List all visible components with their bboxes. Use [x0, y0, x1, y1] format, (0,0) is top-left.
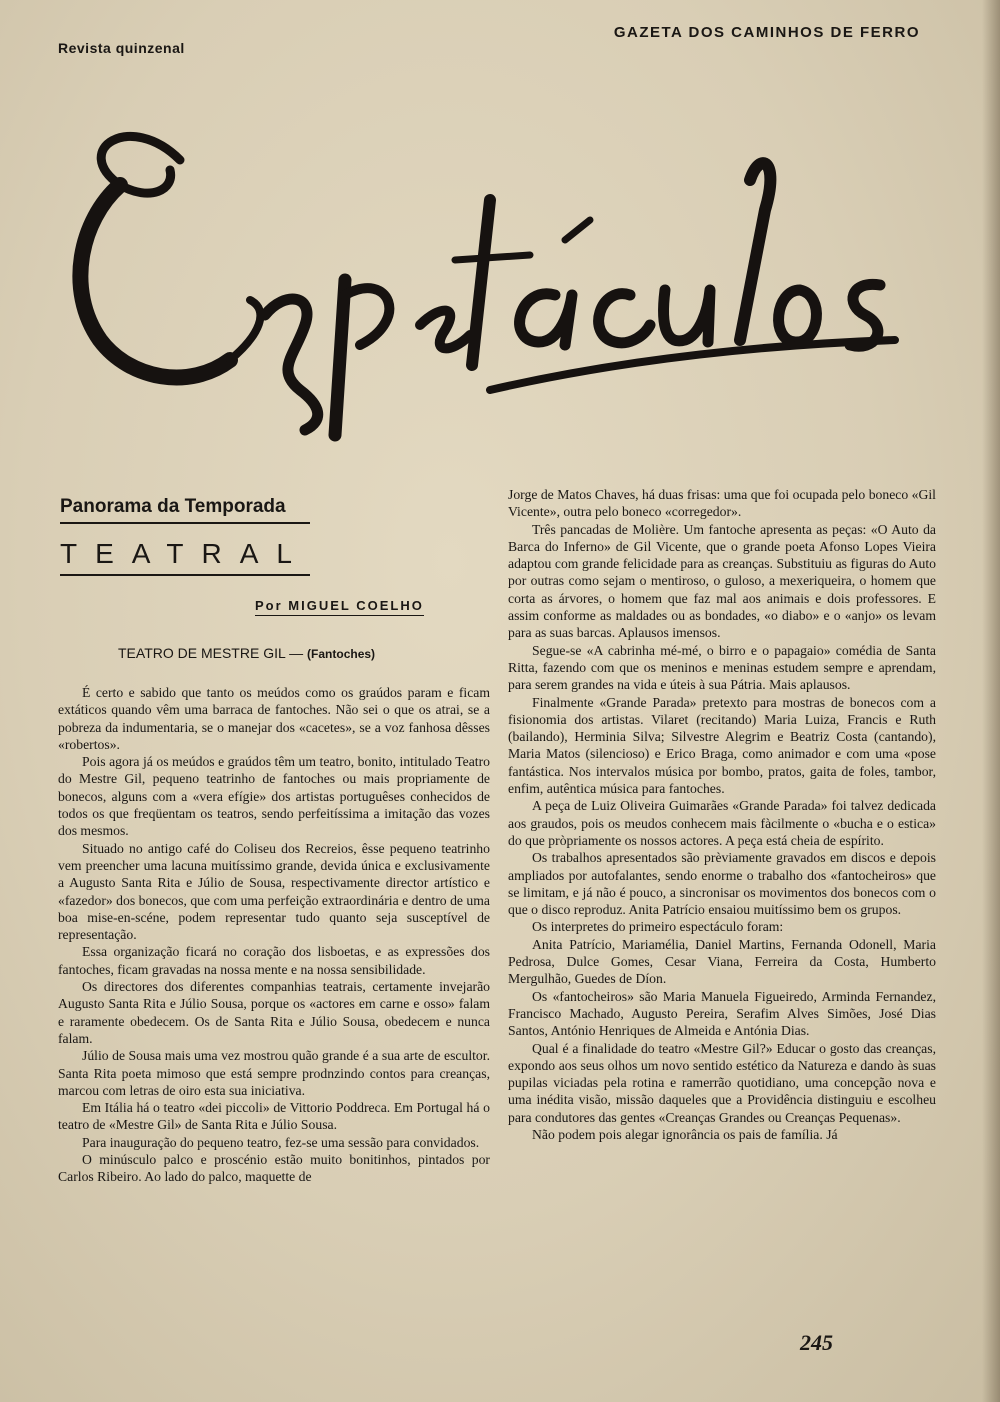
left-text-column — [58, 684, 490, 1186]
right-paragraph: Três pancadas de Molière. Um fantoche apresenta as peças: «O Auto da Barca do Inferno» de Gil Vicente, que o grande poeta Afonso Lopes Vieira adaptou com grande felicidade para as creanças. Substituiu as figuras do Auto por outras como sejam o mentiroso, o guloso, a mexeriqueira, o homem que corta as árvores, o homem que faz mal aos animais e dois professores. E assim conforme as maldades ou as bondades, «o diabo» e o «anjo» os levam para as suas barcas. Aplausos imensos. — [508, 521, 936, 641]
left-paragraph: Situado no antigo café do Coliseu dos Recreios, êsse pequeno teatrinho vem preencher uma lacuna muitíssimo grande, devida única e exclusivamente a Augusto Santa Rita e Júlio de Sousa, respectivamente director artístico e «fazedor» dos bonecos, que com uma perfeição extraordinária e dentro de uma boa mise-en-scéne, podem representar tudo quanto seja susceptível de representação. — [58, 840, 490, 943]
left-paragraph: Em Itália há o teatro «dei piccoli» de Vittorio Poddreca. Em Portugal há o teatro de «Mestre Gil» de Santa Rita e Júlio Sousa. — [58, 1100, 490, 1133]
right-paragraph: Os trabalhos apresentados são prèviamente gravados em discos e depois ampliados por autofalantes, sendo enorme o trabalho dos «fantocheiros» que se limitam, e já não é pouco, a sincronisar os movimentos dos bonecos com o que o disco reproduz. Anita Patrício ensaiou muitíssimo bem os grupos. — [508, 850, 936, 918]
right-paragraph: Segue-se «A cabrinha mé-mé, o birro e o papagaio» comédia de Santa Ritta, fazendo com que os meninos e meninas estudem sempre e aprendam, para serem grandes na vida e úteis à sua Pátria. Mais aplausos. — [508, 642, 936, 693]
page-number: 245 — [800, 1330, 833, 1355]
header-publication-frequency: Revista quinzenal — [58, 40, 185, 56]
article-subheading-note: (Fantoches) — [307, 647, 376, 661]
right-paragraph: Finalmente «Grande Parada» pretexto para mostras de bonecos com a fisionomia dos artistas. Vilaret (recitando) Maria Luiza, Francis e Ruth (bailando), Herminia Silva; Silvestre Alegrim e Beatriz Costa (cantando), Maria Matos (silencioso) e Erico Braga, como animador e com uma «pose fantástica. Nos intervalos música por bombo, pratos, gaita de foles, tambor, enfim, autêntica música para fantoches. — [508, 694, 936, 797]
article-byline: Por MIGUEL COELHO — [255, 598, 424, 616]
right-paragraph: A peça de Luiz Oliveira Guimarães «Grande Parada» foi talvez dedicada aos graudos, pois os meudos conhecem mais fàcilmente o «bucha e o estica» do que pròpriamente os nossos actores. A peça está cheia de espírito. — [508, 798, 936, 848]
right-paragraph: Não podem pois alegar ignorância os pais de família. Já — [532, 1126, 838, 1142]
article-title: TEATRAL — [60, 538, 310, 576]
left-paragraph: Os directores dos diferentes companhias teatrais, certamente invejarão Augusto Santa Rita e Júlio Sousa, porque os «actores em carne e osso» falam e raramente obedecem. Os de Santa Rita e Júlio Sousa, obedecem e nunca falam. — [58, 979, 490, 1046]
left-paragraph: Júlio de Sousa mais uma vez mostrou quão grande é a sua arte de escultor. Santa Rita poeta mimoso que está sempre prodnzindo contos para creanças, marcou com letras de oiro esta sua iniciativa. — [58, 1048, 490, 1098]
header-publication-title: GAZETA DOS CAMINHOS DE FERRO — [613, 24, 920, 41]
article-subheading-text: TEATRO DE MESTRE GIL — — [118, 645, 304, 661]
article-kicker: Panorama da Temporada — [60, 496, 310, 524]
left-paragraph: É certo e sabido que tanto os meúdos como os graúdos param e ficam extáticos quando vêm uma barraca de fantoches. Não sei o que os atrai, se a pobreza da indumentaria, se o manejar dos «cacetes», se a voz fanhosa dêsses «robertos». — [58, 685, 490, 752]
left-paragraph: Para inauguração do pequeno teatro, fez-se uma sessão para convidados. — [82, 1134, 480, 1150]
right-paragraph: Os interpretes do primeiro espectáculo foram: — [532, 919, 784, 935]
article-heading-block — [60, 496, 310, 576]
right-text-column — [508, 486, 936, 1143]
right-paragraph: Qual é a finalidade do teatro «Mestre Gil?» Educar o gosto das creanças, expondo aos seus olhos um novo sentido estético da Natureza e dando às suas pupilas viciadas pela rotina e ramerrão quotidiano, uma concepção nova e uma inédita visão, missão daqueles que a Providência distinguiu e escolheu para condutores das gentes «Creanças Grandes ou Creanças Pequenas». — [508, 1040, 936, 1125]
section-title-calligraphy — [60, 90, 920, 450]
article-subheading — [118, 645, 375, 661]
left-paragraph: O minúsculo palco e proscénio estão muito bonitinhos, pintados por Carlos Ribeiro. Ao lado do palco, maquette de — [58, 1152, 490, 1185]
left-paragraph: Pois agora já os meúdos e graúdos têm um teatro, bonito, intitulado Teatro do Mestre Gil, pequeno teatrinho de fantoches ou mais propriamente de bonecos, alguns com a «vera efígie» dos artistas portuguêses conhecidos de todos os que freqüentam os teatros, sendo perfeitíssima a imitação das vozes dos mesmos. — [58, 754, 490, 839]
right-paragraph: Anita Patrício, Mariamélia, Daniel Martins, Fernanda Odonell, Maria Pedrosa, Dulce Gomes, Cesar Viana, Ferreira da Costa, Humberto Mergulhão, Guedes de Díon. — [508, 936, 936, 987]
left-paragraph: Essa organização ficará no coração dos lisboetas, e as expressões dos fantoches, ficam gravadas na nossa mente e na nossa sensibilidade. — [58, 944, 490, 977]
page-edge-shadow — [982, 0, 1000, 1402]
right-paragraph: Os «fantocheiros» são Maria Manuela Figueiredo, Arminda Fernandez, Francisco Machado, Augusto Pereira, Serafim Alves Simões, José Dias Santos, António Henriques de Almeida e Antónia Dias. — [508, 988, 936, 1039]
right-paragraph: Jorge de Matos Chaves, há duas frisas: uma que foi ocupada pelo boneco «Gil Vicente», outra pelo boneco «corregedor». — [508, 487, 936, 520]
